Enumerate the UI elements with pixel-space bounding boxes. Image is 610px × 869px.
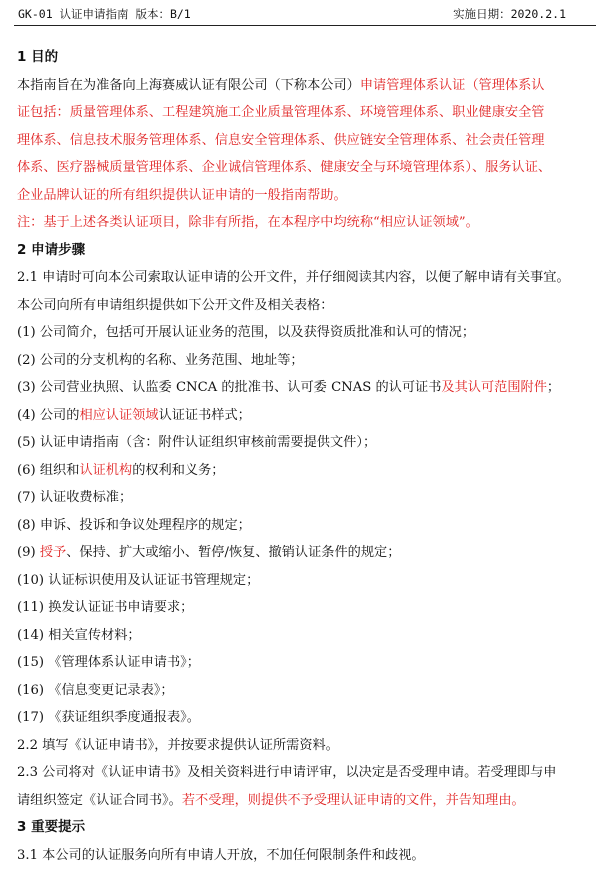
text-line [17,704,599,732]
text-run: (1) 公司简介，包括可开展认证业务的范围，以及获得资质批准和认可的情况； [17,325,476,340]
document-body [17,44,599,869]
text-line [17,347,599,375]
text-run: 请组织签定《认证合同书》。 [17,792,182,808]
text-line [17,209,599,237]
text-line [17,457,599,485]
text-line [17,72,599,100]
text-run: (8) 申诉、投诉和争议处理程序的规定； [17,517,251,533]
text-run: (11) 换发认证证书申请要求； [17,600,194,615]
text-run: 2.1 申请时可向本公司索取认证申请的公开文件，并仔细阅读其内容，以便了解申请有关事宜。 [17,270,570,285]
doc-code: GK-01 认证申请指南 版本：B/1 [18,7,191,21]
text-run: 本公司向所有申请组织提供如下公开文件及相关表格： [17,297,334,313]
text-run: (3) 公司营业执照、认监委 CNCA 的批准书、认可委 CNAS 的认可证书 [17,380,442,395]
text-run: (2) 公司的分支机构的名称、业务范围、地址等； [17,352,304,368]
text-line [17,567,599,595]
section-3-content [17,842,599,869]
effective-date: 实施日期：2020.2.1 [453,7,566,21]
text-run: (6) 组织和 [17,462,80,478]
text-line [17,622,599,650]
section-2-content [17,264,599,814]
text-line [17,127,599,155]
text-run: (9) [17,545,40,560]
section-2-heading: 2 申请步骤 [17,241,86,258]
text-line [17,484,599,512]
text-run: (10) 认证标识使用及认证证书管理规定； [17,572,260,588]
highlighted-text: 授予 [39,545,67,560]
text-run: (14) 相关宣传材料； [17,627,141,643]
section-3-heading: 3 重要提示 [17,819,86,835]
text-run: (4) 公司的 [17,407,80,423]
highlighted-text: 体系、医疗器械质量管理体系、企业诚信管理体系、健康安全与环境管理体系）、服务认证、 [17,160,552,175]
highlighted-text: 企业品牌认证的所有组织提供认证申请的一般指南帮助。 [17,187,347,203]
section-1-content [17,72,599,237]
section-1-heading: 1 目的 [17,49,59,65]
text-line [17,759,599,787]
text-run: (7) 认证收费标准； [17,490,133,505]
highlighted-text: 若不受理，则提供不予受理认证申请的文件，并告知理由。 [181,792,525,808]
text-line [17,677,599,705]
text-line [17,99,599,127]
text-line [17,429,599,457]
text-run: (16) 《信息变更记录表》； [17,682,174,698]
text-line [17,649,599,677]
highlighted-text: 申请管理体系认证（管理体系认 [359,77,545,93]
text-line [17,512,599,540]
highlighted-text: 证包括：质量管理体系、工程建筑施工企业质量管理体系、环境管理体系、职业健康安全管 [17,105,545,120]
text-run: 3.1 本公司的认证服务向所有申请人开放，不加任何限制条件和歧视。 [17,847,425,863]
text-run: 认证证书样式； [158,407,251,423]
text-line [17,732,599,760]
text-line [17,374,599,402]
highlighted-text: 及其认可范围附件 [441,380,547,395]
highlighted-text: 注：基于上述各类认证项目，除非有所指，在本程序中均统称“相应认证领域”。 [17,215,479,230]
text-line [17,539,599,567]
highlighted-text: 相应认证领域 [79,407,159,423]
highlighted-text: 认证机构 [79,462,133,478]
text-line [17,182,599,210]
text-run: 2.2 填写《认证申请书》，并按要求提供认证所需资料。 [17,737,339,753]
text-run: 、保持、扩大或缩小、暂停/恢复、撤销认证条件的规定； [66,545,401,560]
text-line [17,842,599,869]
text-line [17,154,599,182]
text-line [17,264,599,292]
text-run: (17) 《获证组织季度通报表》。 [17,710,200,725]
text-run: ； [546,380,561,395]
text-run: 本指南旨在为准备向上海赛威认证有限公司（下称本公司） [17,77,360,93]
text-line [17,319,599,347]
text-line [17,402,599,430]
text-line [17,292,599,320]
text-line [17,787,599,815]
text-run: 2.3 公司将对《认证申请书》及相关资料进行申请评审，以决定是否受理申请。若受理即与申 [17,765,557,780]
text-run: 的权利和义务； [132,462,225,478]
text-line [17,594,599,622]
text-run: (5) 认证申请指南（含：附件认证组织审核前需要提供文件）； [17,435,377,450]
header-divider [14,25,596,26]
highlighted-text: 理体系、信息技术服务管理体系、信息安全管理体系、供应链安全管理体系、社会责任管理 [17,132,545,148]
text-run: (15) 《管理体系认证申请书》； [17,655,200,670]
page-header [14,3,596,25]
